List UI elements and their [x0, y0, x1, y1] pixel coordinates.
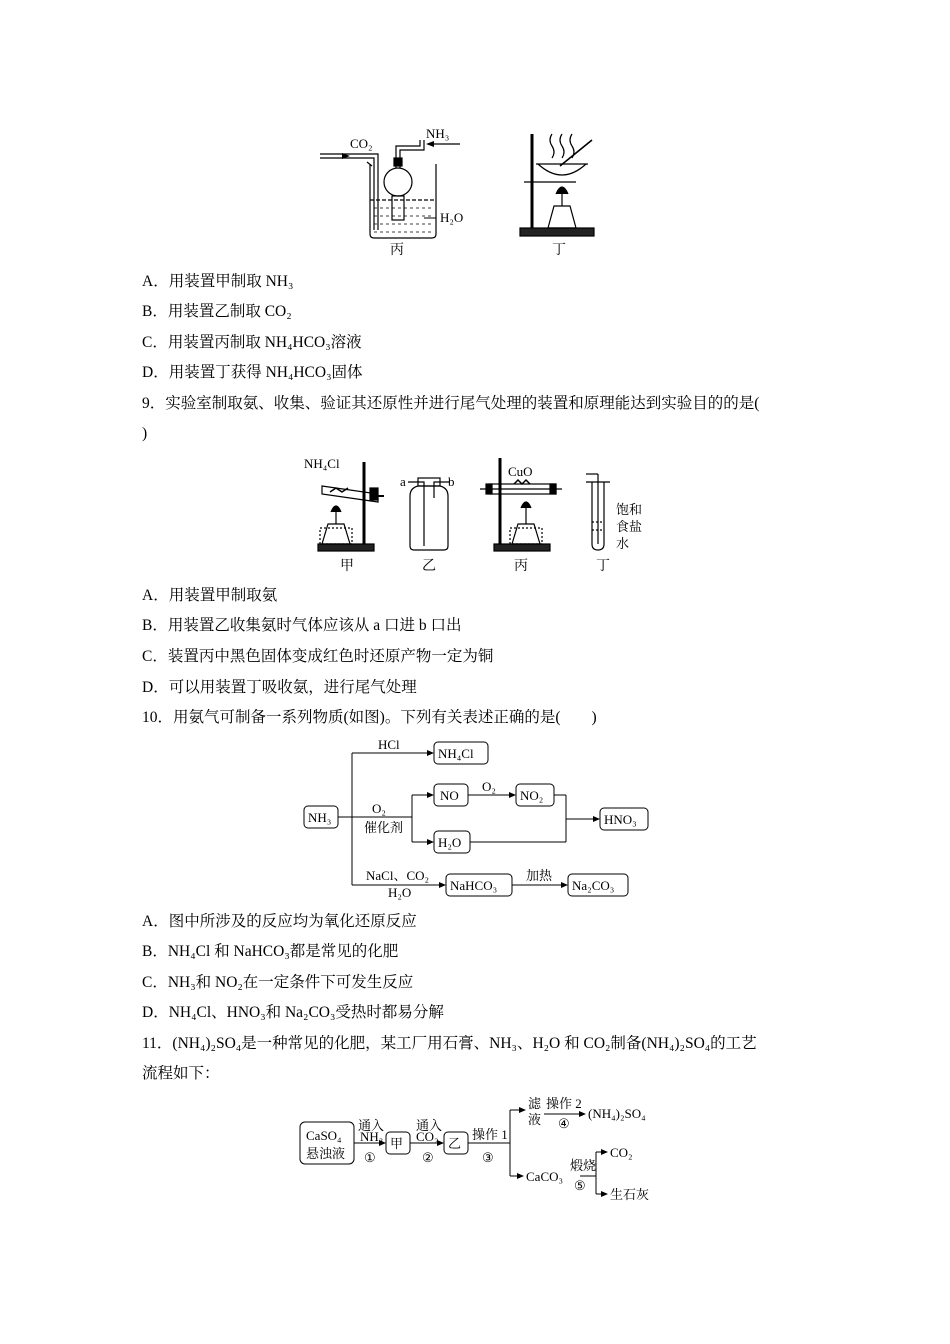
q9-fig-ding: 丁: [596, 559, 610, 574]
q11-product: (NH₄)₂SO₄: [588, 1106, 646, 1121]
q11-caso4: CaSO₄: [306, 1128, 342, 1143]
q11-step2: ②: [422, 1150, 434, 1165]
q11-calcine: 煅烧: [570, 1158, 597, 1173]
q11-filtrate-2: 液: [528, 1112, 542, 1127]
q11-co2-out: CO₂: [610, 1145, 633, 1160]
q9-fig-nh4cl: NH₄Cl: [304, 456, 340, 471]
arrow-icon: [593, 816, 600, 822]
q10-h2o-bottom: H₂O: [388, 885, 412, 900]
q9-fig-yi: 乙: [422, 559, 436, 574]
q10-h2o: H₂O: [438, 835, 462, 850]
q9-fig-saturated: 饱和: [616, 502, 643, 517]
q8-option-a: A．用装置甲制取 NH₃: [142, 273, 294, 290]
q11-nh3: NH₃: [360, 1129, 384, 1144]
q11-process-flow: [298, 1090, 678, 1210]
fig8-co2-label: CO₂: [350, 136, 373, 151]
q8-apparatus-figure: [320, 120, 610, 260]
q10-catalyst: 催化剂: [364, 820, 404, 835]
arrow-icon: [579, 1111, 586, 1117]
arrow-icon: [517, 1173, 524, 1179]
q10-hcl: HCl: [378, 737, 400, 752]
q10-nh4cl: NH₄Cl: [438, 746, 474, 761]
nh3-arrow-head-icon: [426, 141, 434, 147]
q11-op1: 操作 1: [472, 1127, 508, 1142]
q10-o2-top: O₂: [482, 779, 496, 794]
q11-suspension: 悬浊液: [306, 1146, 346, 1161]
fig8-h2o-label: H₂O: [440, 210, 464, 225]
q10-stem: 10．用氨气可制备一系列物质(如图)。下列有关表述正确的是( ): [142, 709, 597, 726]
q8-option-d: D．用装置丁获得 NH₄HCO₃固体: [142, 364, 363, 381]
apparatus-bing: [320, 140, 460, 238]
q10-o2: O₂: [372, 801, 386, 816]
q11-pass-in-2: 通入: [416, 1118, 443, 1133]
q11-co2: CO₂: [416, 1129, 439, 1144]
q11-op2: 操作 2: [546, 1096, 582, 1111]
apparatus-ding: [520, 134, 594, 236]
q9-option-b: B．用装置乙收集氨时气体应该从 a 口进 b 口出: [142, 617, 462, 634]
q9-fig-cuo: CuO: [508, 464, 533, 479]
q10-heat: 加热: [526, 868, 553, 883]
q11-yi: 乙: [448, 1136, 462, 1151]
q11-caco3: CaCO₃: [526, 1169, 564, 1184]
q9-option-d: D．可以用装置丁吸收氨，进行尾气处理: [142, 679, 417, 696]
apparatus-jia: [318, 462, 384, 551]
q9-fig-jia: 甲: [340, 559, 354, 574]
q10-option-c: C．NH₃和 NO₂在一定条件下可发生反应: [142, 974, 414, 991]
arrow-icon: [427, 792, 434, 798]
arrow-icon: [427, 839, 434, 845]
arrow-icon: [439, 882, 446, 888]
q11-stem-line1: 11．(NH₄)₂SO₄是一种常见的化肥，某工厂用石膏、NH₃、H₂O 和 CO₂制备(NH₄)₂SO₄的工艺: [142, 1035, 757, 1052]
q10-na2co3: Na₂CO₃: [572, 878, 615, 893]
q10-option-a: A．图中所涉及的反应均为氧化还原反应: [142, 913, 417, 930]
fig8-ding-label: 丁: [552, 243, 566, 258]
q11-filtrate-1: 滤: [528, 1096, 542, 1111]
q11-step1: ①: [364, 1150, 376, 1165]
q11-step4: ④: [558, 1116, 570, 1131]
arrow-icon: [509, 792, 516, 798]
q9-stem-line2: ): [142, 425, 148, 442]
arrow-icon: [561, 882, 568, 888]
q9-stem-line1: 9．实验室制取氨、收集、验证其还原性并进行尾气处理的装置和原理能达到实验目的的是(: [142, 395, 760, 412]
apparatus-ding-q9: [586, 474, 610, 550]
q10-no2: NO₂: [520, 788, 544, 803]
q9-fig-a: a: [400, 474, 406, 489]
arrow-icon: [601, 1149, 608, 1155]
apparatus-yi: [408, 478, 450, 550]
q10-no: NO: [440, 788, 459, 803]
q10-nacl-co2: NaCl、CO₂: [366, 868, 430, 883]
q11-pass-in-1: 通入: [358, 1118, 385, 1133]
fig8-nh3-label: NH₃: [426, 126, 450, 141]
q8-option-b: B．用装置乙制取 CO₂: [142, 303, 292, 320]
q11-jia: 甲: [390, 1136, 404, 1151]
q9-fig-b: b: [448, 474, 455, 489]
q10-option-d: D．NH₄Cl、HNO₃和 Na₂CO₃受热时都易分解: [142, 1004, 444, 1021]
q10-flow-diagram: [300, 736, 660, 901]
q9-option-a: A．用装置甲制取氨: [142, 587, 278, 604]
fig8-bing-label: 丙: [390, 243, 404, 258]
q11-stem-line2: 流程如下：: [142, 1065, 220, 1082]
q11-step3: ③: [482, 1150, 494, 1165]
arrow-icon: [427, 750, 434, 756]
q9-apparatus-figure: [300, 452, 660, 577]
q10-nh3: NH₃: [308, 810, 332, 825]
arrow-icon: [519, 1107, 526, 1113]
q9-fig-salt: 食盐: [616, 519, 643, 534]
q11-quicklime: 生石灰: [610, 1187, 650, 1202]
q9-fig-water: 水: [616, 536, 630, 551]
q9-option-c: C．装置丙中黑色固体变成红色时还原产物一定为铜: [142, 648, 494, 665]
q10-hno3: HNO₃: [604, 812, 637, 827]
q8-option-c: C．用装置丙制取 NH₄HCO₃溶液: [142, 334, 362, 351]
arrow-icon: [601, 1191, 608, 1197]
q10-nahco3: NaHCO₃: [450, 878, 498, 893]
q10-option-b: B．NH₄Cl 和 NaHCO₃都是常见的化肥: [142, 943, 399, 960]
q11-step5: ⑤: [574, 1178, 586, 1193]
q9-fig-bing: 丙: [514, 559, 528, 574]
